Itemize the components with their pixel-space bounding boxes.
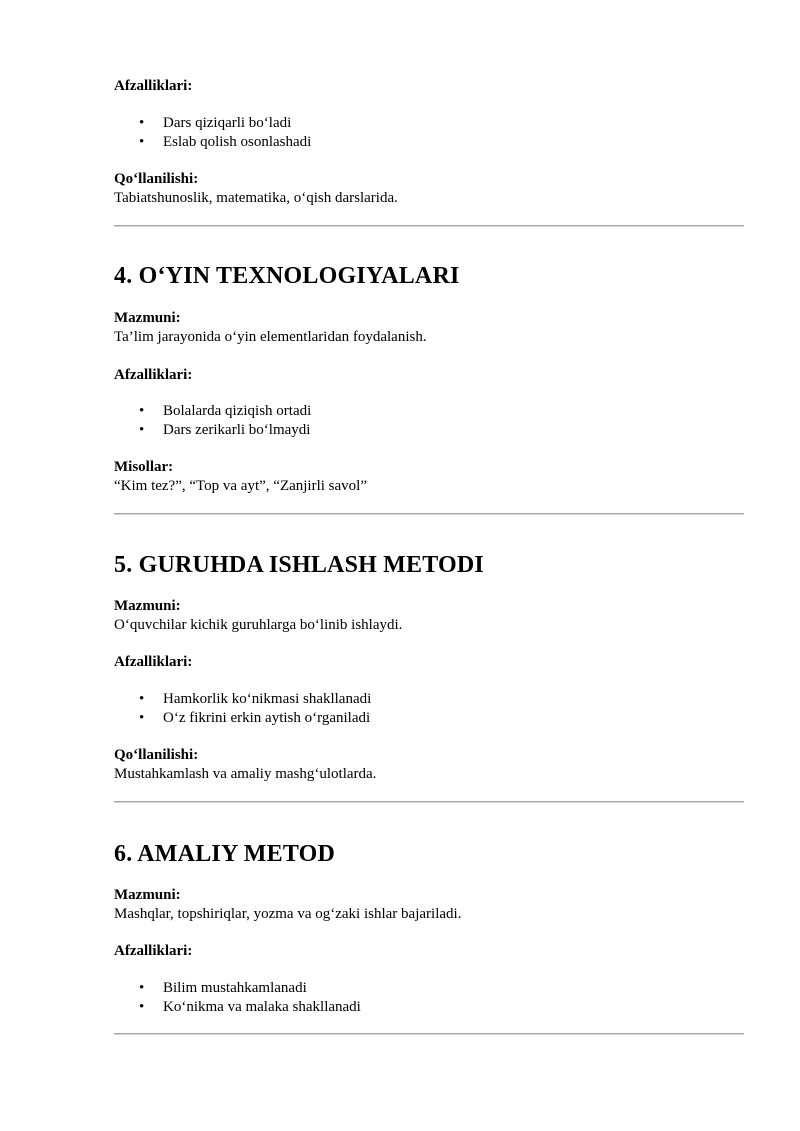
bullet-icon: • — [139, 115, 145, 131]
list-item: • Dars qiziqarli bo‘ladi — [139, 115, 292, 131]
content-text: O‘quvchilar kichik guruhlarga bo‘linib ishlaydi. — [114, 617, 403, 633]
section6-advantages-list — [114, 979, 744, 1017]
section3-advantages — [114, 77, 744, 96]
content-label: Mazmuni: — [114, 310, 181, 326]
section4-content — [114, 309, 744, 347]
section4-heading: 4. O‘YIN TEXNOLOGIYALARI — [114, 263, 460, 289]
usage-text: Tabiatshunoslik, matematika, o‘qish darslarida. — [114, 190, 398, 206]
section5-advantages-list-wrap — [114, 690, 744, 728]
list-item: • Hamkorlik ko‘nikmasi shakllanadi — [139, 691, 372, 707]
section3-usage — [114, 170, 744, 208]
section-divider — [114, 1033, 744, 1035]
section5-advantages — [114, 653, 744, 672]
section6-advantages-list-wrap — [114, 979, 744, 1017]
section-divider — [114, 225, 744, 227]
section5-usage — [114, 746, 744, 784]
usage-label: Qo‘llanilishi: — [114, 171, 199, 187]
advantages-label: Afzalliklari: — [114, 943, 193, 959]
section-divider — [114, 801, 744, 803]
section4-advantages-list — [114, 402, 744, 440]
bullet-icon: • — [139, 422, 145, 438]
usage-label: Qo‘llanilishi: — [114, 747, 199, 763]
section4-advantages — [114, 366, 744, 385]
examples-label: Misollar: — [114, 459, 174, 475]
advantages-label: Afzalliklari: — [114, 78, 193, 94]
section6-heading: 6. AMALIY METOD — [114, 841, 336, 867]
section5-advantages-list — [114, 690, 744, 728]
section5-content — [114, 597, 744, 635]
content-text: Ta’lim jarayonida o‘yin elementlaridan foydalanish. — [114, 329, 427, 345]
content-label: Mazmuni: — [114, 598, 181, 614]
list-item: • Eslab qolish osonlashadi — [139, 134, 312, 150]
section5-heading: 5. GURUHDA ISHLASH METODI — [114, 552, 484, 578]
list-item: • Dars zerikarli bo‘lmaydi — [139, 422, 311, 438]
section3-advantages-list — [114, 114, 744, 152]
list-item: • Ko‘nikma va malaka shakllanadi — [139, 999, 361, 1015]
advantages-label: Afzalliklari: — [114, 654, 193, 670]
bullet-icon: • — [139, 691, 145, 707]
usage-text: Mustahkamlash va amaliy mashg‘ulotlarda. — [114, 766, 377, 782]
list-item: • Bolalarda qiziqish ortadi — [139, 403, 312, 419]
section3-advantages-list-wrap — [114, 114, 744, 152]
section4-advantages-list-wrap — [114, 402, 744, 440]
bullet-icon: • — [139, 134, 145, 150]
bullet-icon: • — [139, 980, 145, 996]
section-divider — [114, 513, 744, 515]
list-item: • O‘z fikrini erkin aytish o‘rganiladi — [139, 710, 371, 726]
section6-content — [114, 886, 744, 924]
advantages-label: Afzalliklari: — [114, 367, 193, 383]
examples-text: “Kim tez?”, “Top va ayt”, “Zanjirli savol” — [114, 478, 368, 494]
bullet-icon: • — [139, 710, 145, 726]
bullet-icon: • — [139, 403, 145, 419]
bullet-icon: • — [139, 999, 145, 1015]
content-text: Mashqlar, topshiriqlar, yozma va og‘zaki ishlar bajariladi. — [114, 906, 462, 922]
list-item: • Bilim mustahkamlanadi — [139, 980, 307, 996]
content-label: Mazmuni: — [114, 887, 181, 903]
section6-advantages — [114, 942, 744, 961]
section4-examples — [114, 458, 744, 496]
